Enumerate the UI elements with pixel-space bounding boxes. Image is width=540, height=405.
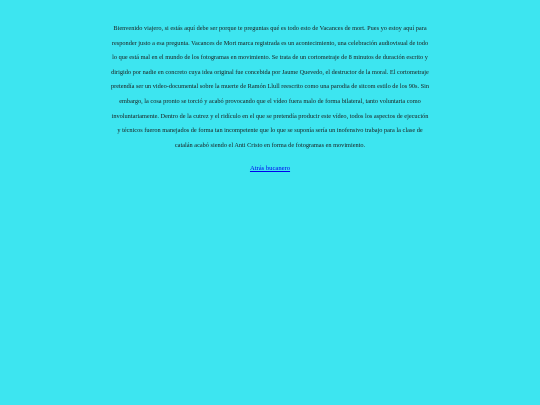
main-content bbox=[110, 22, 430, 175]
intro-paragraph: Bienvenido viajero, si estás aquí debe ser porque te preguntas qué es todo esto de Vacances de mort. Pues yo estoy aquí para responder justo a esa pregunta. Vacances de Mort marca registrada es un acontecimiento, una celebración audiovisual de todo lo que está mal en el mundo de los fotogramas en movimiento. Se trata de un cortometraje de 8 minutos de duración escrito y dirigido por nadie en concreto cuya idea original fue concebida por Jaume Quevedo, el destructor de la moral. El cortometraje pretendía ser un video-documental sobre la muerte de Ramón Llull reescrito como una parodia de sitcom estilo de los 90s. Sin embargo, la cosa pronto se torció y acabó provocando que el vídeo fuera malo de forma bilateral, tanto voluntaria como involuntariamente. Dentro de la cutrez y el ridículo en el que se pretendía producir este vídeo, todos los aspectos de ejecución y técnicos fueron manejados de forma tan incompetente que lo que se suponía sería un inofensivo trabajo para la clase de catalán acabó siendo el Anti Cristo en forma de fotogramas en movimiento. bbox=[110, 25, 430, 149]
back-link[interactable]: Atrás bucanero bbox=[249, 165, 291, 173]
